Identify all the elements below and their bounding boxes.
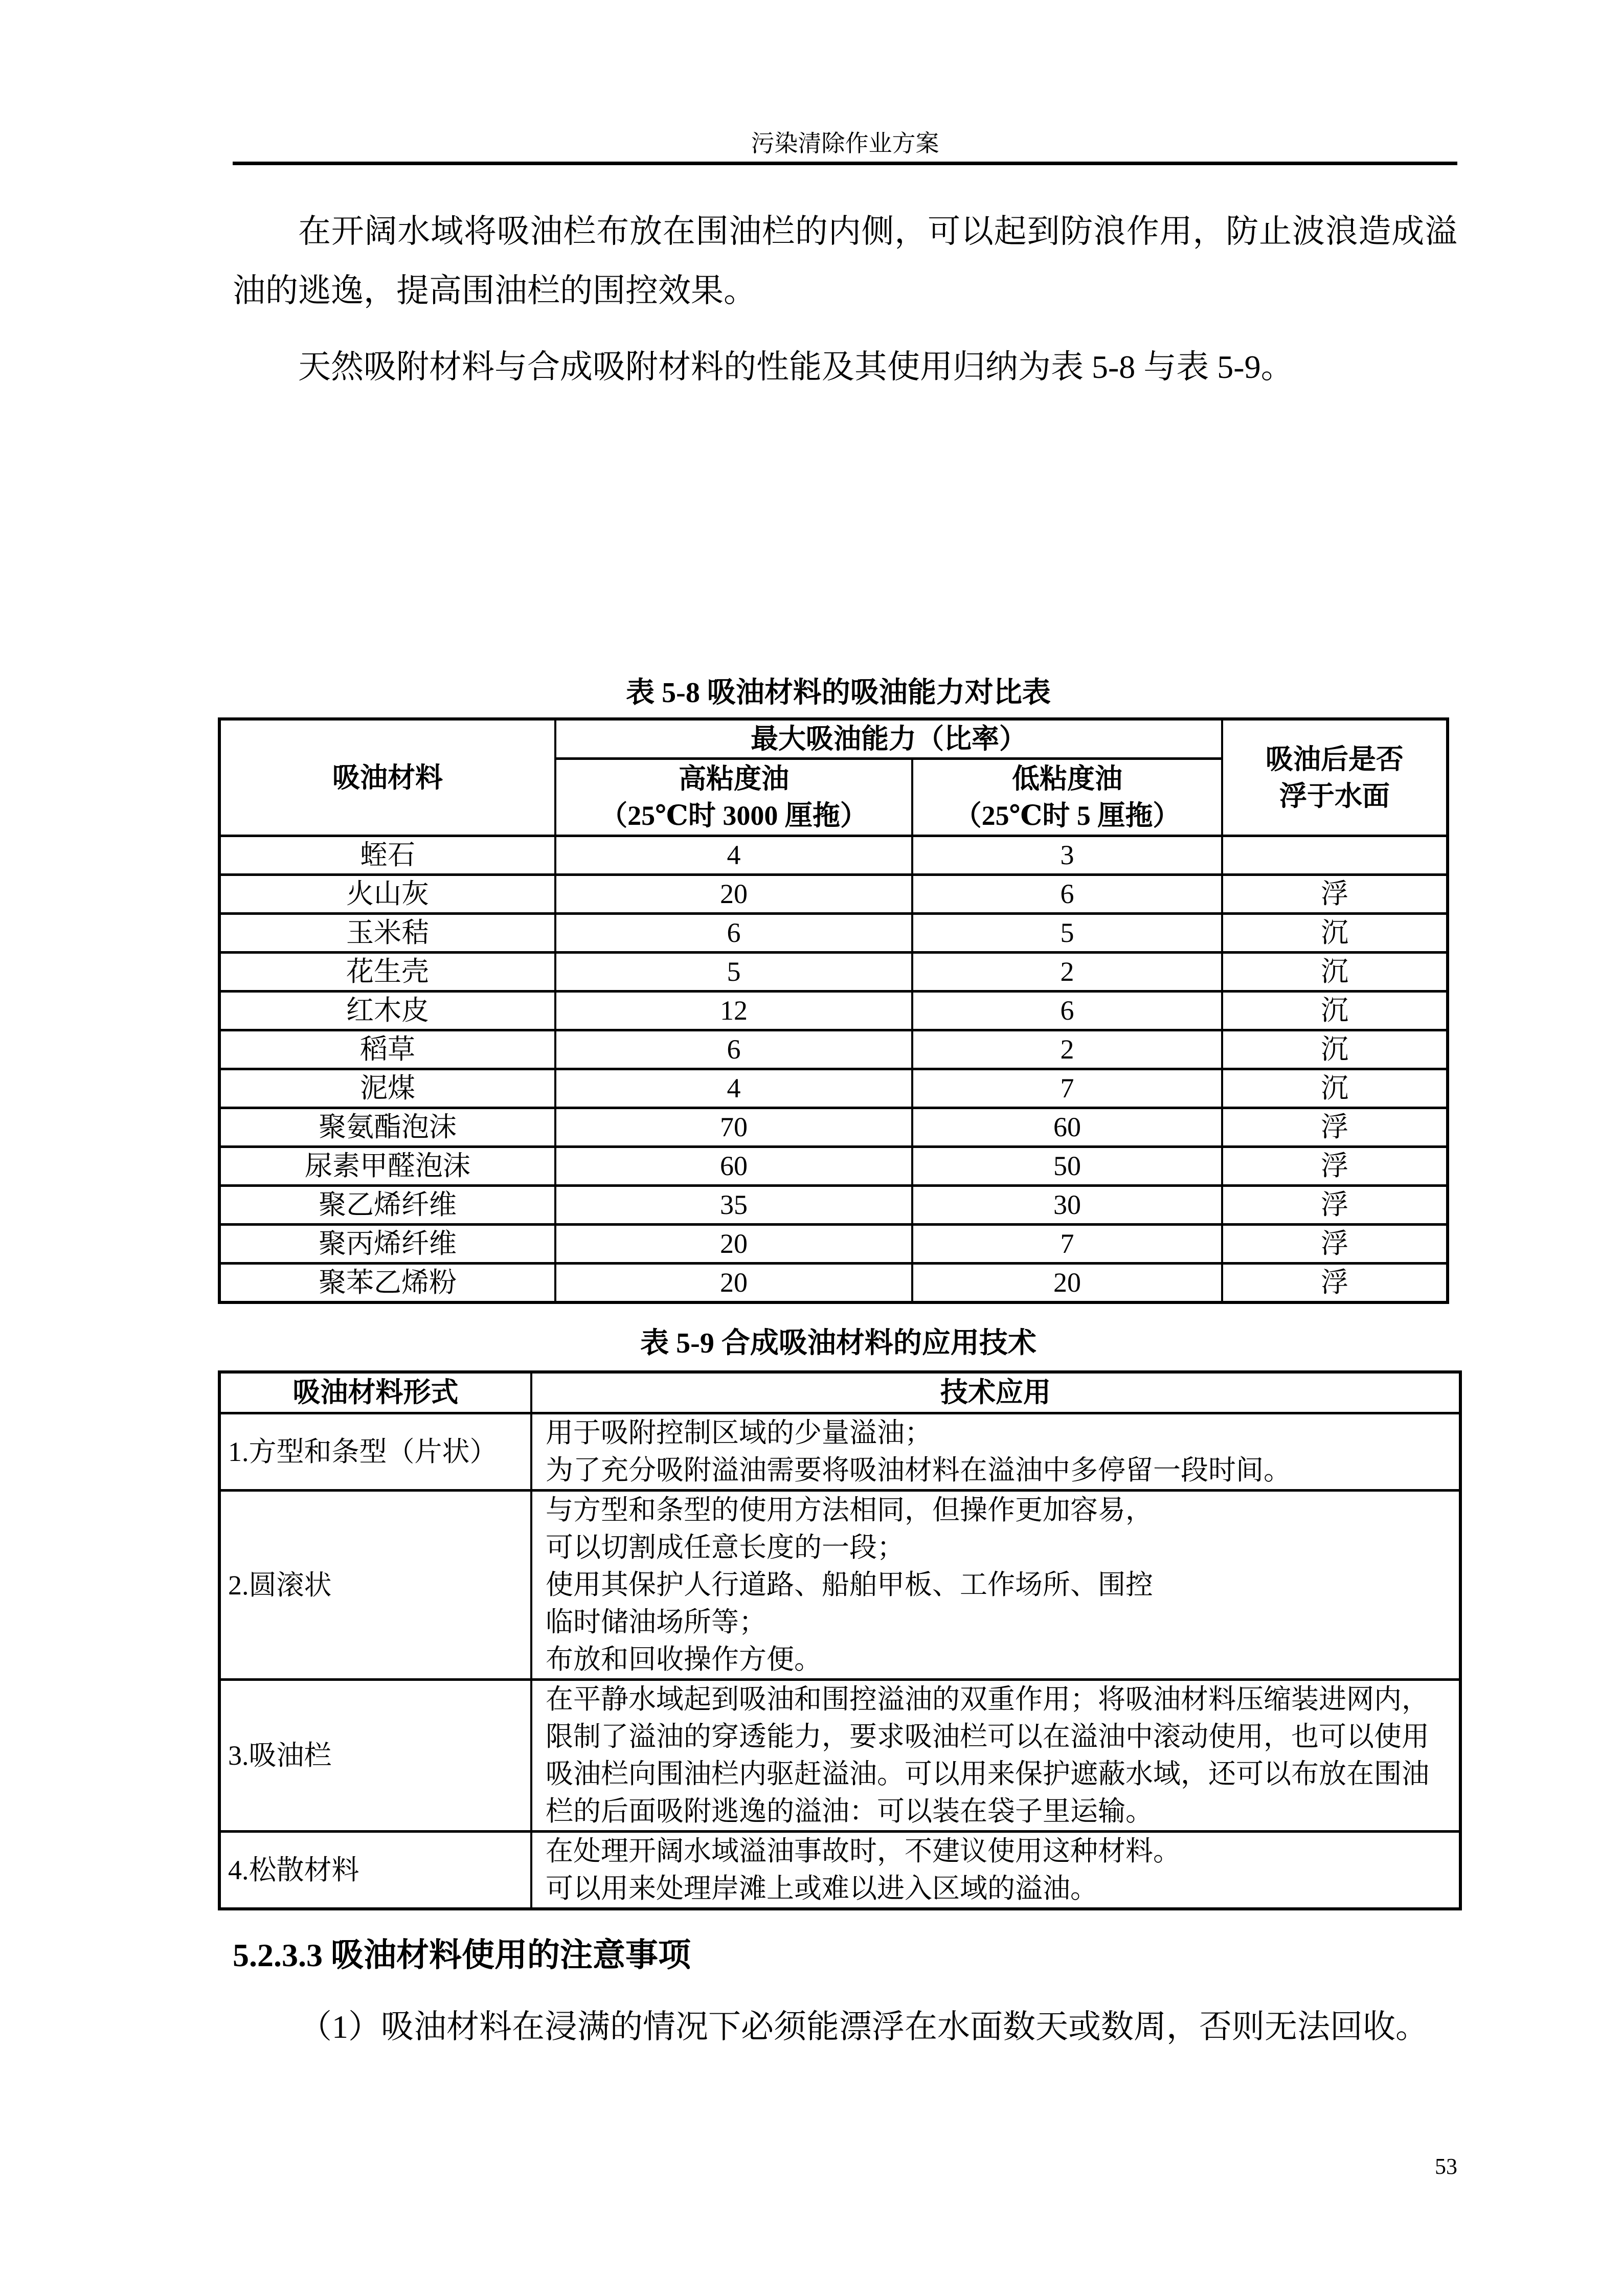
table-5-9-title: 表 5-9 合成吸油材料的应用技术 [640,1327,1036,1359]
cell-float: 浮 [1222,1108,1448,1147]
application-line: 用于吸附控制区域的少量溢油； [546,1417,932,1448]
table-row [219,1832,1460,1909]
cell-high: 35 [555,1186,912,1225]
table-row [219,836,1448,875]
application-line: 为了充分吸附溢油需要将吸油材料在溢油中多停留一段时间。 [546,1455,1291,1485]
table-row [219,992,1448,1030]
header-rule [233,162,1457,165]
header-high-viscosity [555,759,912,836]
paragraph-intro: 在开阔水域将吸油栏布放在围油栏的内侧，可以起到防浪作用，防止波浪造成溢油的逃逸，提高围油栏的围控效果。 [233,213,1457,309]
application-line: 布放和回收操作方便。 [546,1644,822,1675]
cell-float: 浮 [1222,1264,1448,1303]
cell-high: 5 [555,953,912,992]
cell-high: 4 [555,1069,912,1108]
header-high-line2: （25℃时 3000 厘拖） [600,800,868,831]
cell-material: 稻草 [219,1030,555,1069]
table-5-9 [218,1370,1462,1910]
table-row [219,1186,1448,1225]
header-material: 吸油材料 [219,719,555,836]
cell-low: 60 [912,1108,1222,1147]
cell-float: 浮 [1222,875,1448,914]
application-line: 可以用来处理岸滩上或难以进入区域的溢油。 [546,1873,1098,1904]
header-low-line1: 低粘度油 [1012,763,1122,794]
cell-material: 聚苯乙烯粉 [219,1264,555,1303]
table-row [219,875,1448,914]
table-header-row [219,1372,1460,1413]
cell-high: 70 [555,1108,912,1147]
header-float-line2: 浮于水面 [1279,780,1390,812]
table-row [219,1413,1460,1491]
cell-low: 20 [912,1264,1222,1303]
cell-low: 2 [912,1030,1222,1069]
header-float [1222,719,1448,836]
table-row [219,1147,1448,1186]
cell-float: 沉 [1222,992,1448,1030]
table-row [219,1030,1448,1069]
cell-material: 聚乙烯纤维 [219,1186,555,1225]
cell-high: 4 [555,836,912,875]
cell-float: 浮 [1222,1186,1448,1225]
cell-float: 沉 [1222,953,1448,992]
cell-low: 7 [912,1069,1222,1108]
cell-application [531,1832,1460,1909]
cell-float: 沉 [1222,1069,1448,1108]
cell-float: 浮 [1222,1225,1448,1264]
cell-low: 6 [912,992,1222,1030]
cell-low: 2 [912,953,1222,992]
cell-material: 火山灰 [219,875,555,914]
cell-application [531,1680,1460,1832]
paragraph-tables-ref: 天然吸附材料与合成吸附材料的性能及其使用归纳为表 5-8 与表 5-9。 [298,349,1294,385]
header-capacity-group: 最大吸油能力（比率） [555,719,1222,759]
running-header-title: 污染清除作业方案 [751,130,939,156]
table-row [219,1108,1448,1147]
cell-high: 6 [555,914,912,953]
application-line: 可以切割成任意长度的一段； [546,1532,905,1563]
cell-high: 6 [555,1030,912,1069]
header-low-line2: （25℃时 5 厘拖） [954,800,1181,831]
cell-float: 沉 [1222,914,1448,953]
table-header-row [219,719,1448,759]
table-row [219,1264,1448,1303]
cell-material: 蛭石 [219,836,555,875]
application-line: 在处理开阔水域溢油事故时，不建议使用这种材料。 [546,1836,1181,1866]
cell-high: 60 [555,1147,912,1186]
header-float-line1: 吸油后是否 [1266,744,1404,775]
table-row [219,1225,1448,1264]
header-form: 吸油材料形式 [219,1372,531,1413]
cell-float: 沉 [1222,1030,1448,1069]
cell-material: 尿素甲醛泡沫 [219,1147,555,1186]
application-line: 吸油栏向围油栏内驱赶溢油。可以用来保护遮蔽水域，还可以布放在围油 [546,1759,1429,1789]
cell-low: 50 [912,1147,1222,1186]
cell-material: 聚丙烯纤维 [219,1225,555,1264]
application-line: 临时储油场所等； [546,1607,767,1637]
cell-form: 3.吸油栏 [219,1680,531,1832]
cell-low: 5 [912,914,1222,953]
cell-low: 30 [912,1186,1222,1225]
cell-high: 20 [555,1264,912,1303]
paragraph-note: （1）吸油材料在浸满的情况下必须能漂浮在水面数天或数周，否则无法回收。 [299,2009,1428,2045]
table-row [219,1069,1448,1108]
cell-material: 玉米秸 [219,914,555,953]
section-heading: 5.2.3.3 吸油材料使用的注意事项 [233,1937,691,1973]
cell-high: 20 [555,1225,912,1264]
cell-material: 花生壳 [219,953,555,992]
page-number: 53 [1435,2154,1457,2179]
table-row [219,1491,1460,1680]
application-line: 在平静水域起到吸油和围控溢油的双重作用；将吸油材料压缩装进网内， [546,1684,1429,1715]
table-row [219,1680,1460,1832]
cell-low: 6 [912,875,1222,914]
cell-float: 浮 [1222,1147,1448,1186]
application-line: 限制了溢油的穿透能力，要求吸油栏可以在溢油中滚动使用，也可以使用 [546,1721,1429,1752]
cell-form: 1.方型和条型（片状） [219,1413,531,1491]
header-high-line1: 高粘度油 [679,763,789,794]
cell-high: 12 [555,992,912,1030]
cell-high: 20 [555,875,912,914]
table-row [219,914,1448,953]
cell-form: 2.圆滚状 [219,1491,531,1680]
cell-low: 3 [912,836,1222,875]
cell-material: 泥煤 [219,1069,555,1108]
application-line: 与方型和条型的使用方法相同，但操作更加容易， [546,1495,1153,1525]
header-application: 技术应用 [531,1372,1460,1413]
table-5-8 [218,717,1449,1304]
header-low-viscosity [912,759,1222,836]
application-line: 栏的后面吸附逃逸的溢油：可以装在袋子里运输。 [546,1796,1153,1827]
table-5-8-title: 表 5-8 吸油材料的吸油能力对比表 [626,677,1051,709]
cell-form: 4.松散材料 [219,1832,531,1909]
cell-float [1222,836,1448,875]
cell-material: 聚氨酯泡沫 [219,1108,555,1147]
cell-material: 红木皮 [219,992,555,1030]
cell-application [531,1413,1460,1491]
cell-low: 7 [912,1225,1222,1264]
cell-application [531,1491,1460,1680]
table-row [219,953,1448,992]
application-line: 使用其保护人行道路、船舶甲板、工作场所、围控 [546,1569,1153,1600]
